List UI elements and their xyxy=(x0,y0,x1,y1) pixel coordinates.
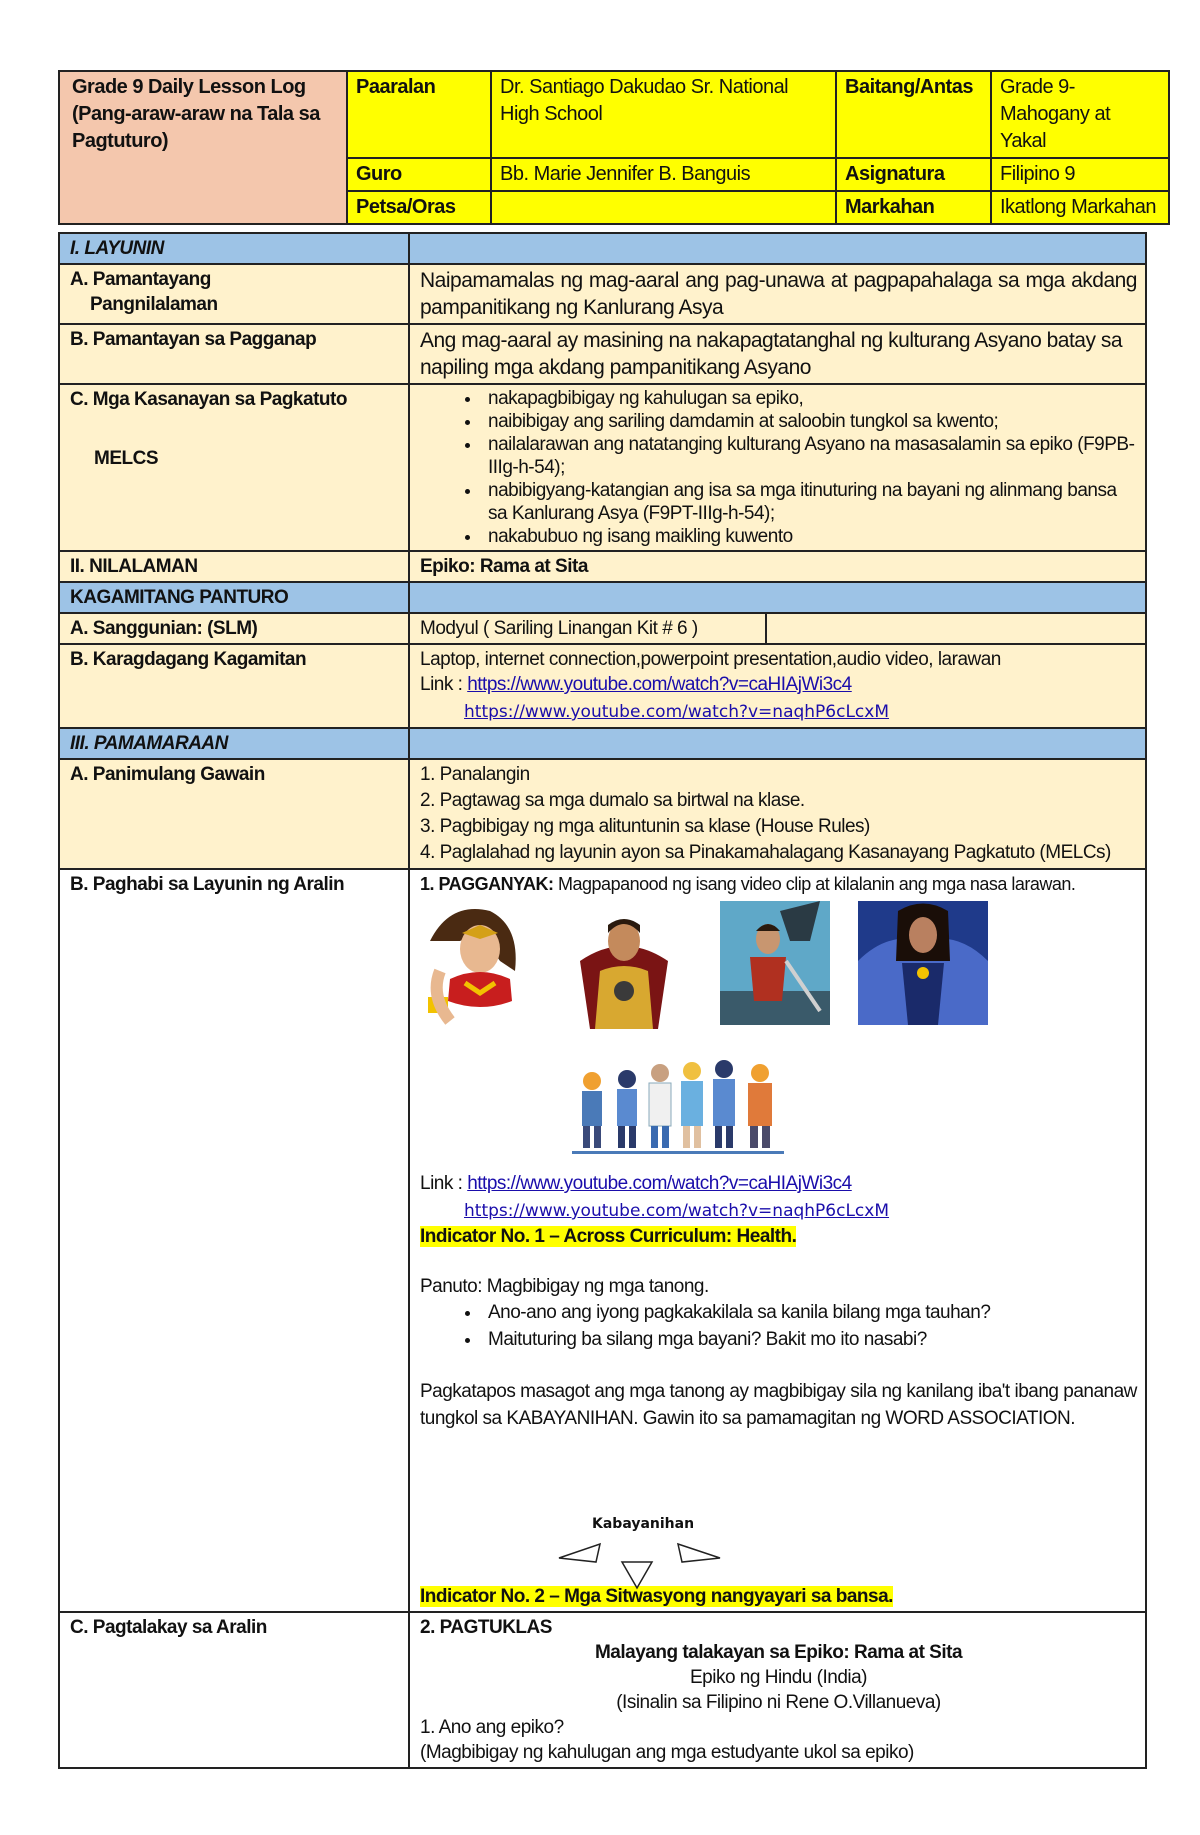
diagram-word: Kabayanihan xyxy=(592,1516,695,1532)
petsa-label: Petsa/Oras xyxy=(347,191,491,224)
pamantayang-pangnilalaman-label: A. Pamantayang Pangnilalaman xyxy=(59,264,409,324)
youtube-link-1[interactable]: https://www.youtube.com/watch?v=caHIAjWi3c4 xyxy=(467,674,852,695)
baitang-value: Grade 9- Mahogany at Yakal xyxy=(991,71,1169,158)
list-item: • Ano-ano ang iyong pagkakakilala sa kanila bilang mga tauhan? xyxy=(482,1299,1137,1326)
captain-barbell-image xyxy=(570,911,678,1029)
document-title: Grade 9 Daily Lesson Log (Pang-araw-araw na Tala sa Pagtuturo) xyxy=(59,71,347,224)
section-pamamaraan: III. PAMAMARAAN xyxy=(59,728,409,759)
list-item: • Maituturing ba silang mga bayani? Bakit mo ito nasabi? xyxy=(482,1326,1137,1353)
word-association-paragraph: Pagkatapos masagot ang mga tanong ay magbibigay sila ng kanilang iba't ibang pananaw tungkol sa KABAYANIHAN. Gawin ito sa pamamagitan ng WORD ASSOCIATION. xyxy=(420,1381,1137,1429)
karagdagang-kagamitan-value: Laptop, internet connection,powerpoint presentation,audio video, larawan Link : https://www.youtube.com/watch?v=caHIAjWi3c4 https://www.youtube.com/watch?v=naqhP6cLcxM xyxy=(409,644,1146,728)
section-kagamitan: KAGAMITANG PANTURO xyxy=(59,582,409,613)
baitang-label: Baitang/Antas xyxy=(836,71,991,158)
list-item: • nakapagbibigay ng kahulugan sa epiko, xyxy=(482,387,1137,410)
youtube-link-2[interactable]: https://www.youtube.com/watch?v=naqhP6cLcxM xyxy=(464,702,890,722)
list-item: • naibibigay ang sariling damdamin at saloobin tungkol sa kwento; xyxy=(482,410,1137,433)
pamantayan-pagganap-label: B. Pamantayan sa Pagganap xyxy=(59,324,409,384)
pagtalakay-label: C. Pagtalakay sa Aralin xyxy=(59,1612,409,1768)
markahan-value: Ikatlong Markahan xyxy=(991,191,1169,224)
paaralan-label: Paaralan xyxy=(347,71,491,158)
guro-value: Bb. Marie Jennifer B. Banguis xyxy=(491,158,836,191)
pamantayan-pagganap-value: Ang mag-aaral ay masining na nakapagtatanghal ng kulturang Asyano batay sa napiling mga akdang pampanitikang Asyano xyxy=(409,324,1146,384)
sanggunian-label: A. Sanggunian: (SLM) xyxy=(59,613,409,644)
panimulang-gawain-label: A. Panimulang Gawain xyxy=(59,759,409,869)
nilalaman-label: II. NILALAMAN xyxy=(59,551,409,582)
list-item: • nakabubuo ng isang maikling kuwento xyxy=(482,525,1137,548)
word-association-diagram xyxy=(420,1432,1137,1562)
kasanayan-label: C. Mga Kasanayan sa Pagkatuto MELCS xyxy=(59,384,409,551)
melcs-label: MELCS xyxy=(94,448,158,469)
nilalaman-value: Epiko: Rama at Sita xyxy=(409,551,1146,582)
hero-images xyxy=(420,901,1137,1029)
hero-warrior-image xyxy=(720,901,830,1025)
epic-translator: (Isinalin sa Filipino ni Rene O.Villanueva) xyxy=(616,1692,941,1713)
paghabi-label: B. Paghabi sa Layunin ng Aralin xyxy=(59,869,409,1612)
paaralan-value: Dr. Santiago Dakudao Sr. National High School xyxy=(491,71,836,158)
pamantayang-pangnilalaman-value: Naipamamalas ng mag-aaral ang pag-unawa at pagpapahalaga sa mga akdang pampanitikang ng Kanlurang Asya xyxy=(409,264,1146,324)
kasanayan-list xyxy=(409,384,1146,551)
epic-title: Malayang talakayan sa Epiko: Rama at Sita xyxy=(594,1642,963,1663)
pagtuklas-heading: 2. PAGTUKLAS xyxy=(420,1617,552,1638)
question-1: 1. Ano ang epiko? xyxy=(420,1717,564,1738)
guro-label: Guro xyxy=(347,158,491,191)
asignatura-label: Asignatura xyxy=(836,158,991,191)
karagdagang-kagamitan-label: B. Karagdagang Kagamitan xyxy=(59,644,409,728)
paghabi-content: 1. PAGGANYAK: Magpapanood ng isang video clip at kilalanin ang mga nasa larawan. Link : https://www.youtube.com/watch?v=caHIAjWi3c4 https://www.youtube.com/watch?v=naqhP6cLcxM Indicator No. 1 – Across Curriculum: Health. Panuto: Magbibigay ng mga tanong. • Ano-ano ang iyong pagkakakilala sa kanila bilang mga tauhan? • Maituturing ba silang mga bayani? Bakit mo ito nasabi? Pagkatapos masagot ang mga tanong ay magbibigay sila ng kanilang iba't ibang pananaw tungkol sa KABAYANIHAN. Gawin ito sa pamamagitan ng WORD ASSOCIATION. Kabayanihan Indicator No. 2 – Mga Sitwasyong nangyayari sa bansa. xyxy=(409,869,1146,1612)
darna-image xyxy=(420,901,530,1029)
heroine-image xyxy=(858,901,988,1025)
video-link-2[interactable]: https://www.youtube.com/watch?v=naqhP6cLcxM xyxy=(464,1201,890,1221)
section-layunin: I. LAYUNIN xyxy=(59,233,409,264)
video-link-1[interactable]: https://www.youtube.com/watch?v=caHIAjWi3c4 xyxy=(467,1173,852,1194)
markahan-label: Markahan xyxy=(836,191,991,224)
list-item: • nabibigyang-katangian ang isa sa mga itinuturing na bayani ng alinmang bansa sa Kanlurang Asya (F9PT-IIIg-h-54); xyxy=(482,479,1137,525)
panuto: Panuto: Magbibigay ng mga tanong. xyxy=(420,1276,709,1297)
asignatura-value: Filipino 9 xyxy=(991,158,1169,191)
frontliners-image xyxy=(572,1051,784,1161)
epic-subtitle: Epiko ng Hindu (India) xyxy=(690,1667,867,1688)
question-1-note: (Magbibigay ng kahulugan ang mga estudyante ukol sa epiko) xyxy=(420,1742,914,1763)
frontliners-image-wrap xyxy=(420,1051,1137,1161)
pagtalakay-content xyxy=(409,1612,1146,1768)
sanggunian-value: Modyul ( Sariling Linangan Kit # 6 ) xyxy=(410,614,767,643)
list-item: • nailalarawan ang natatanging kulturang Asyano na masasalamin sa epiko (F9PB-IIIg-h-54); xyxy=(482,433,1137,479)
lesson-plan-table xyxy=(58,232,1147,1769)
indicator-2: Indicator No. 2 – Mga Sitwasyong nangyayari sa bansa. xyxy=(420,1586,893,1607)
panimulang-gawain-list: 1. Panalangin 2. Pagtawag sa mga dumalo sa birtwal na klase. 3. Pagbibigay ng mga alituntunin sa klase (House Rules) 4. Paglalahad ng layunin ayon sa Pinakamahalagang Kasanayang Pagkatuto (MELCs) xyxy=(409,759,1146,869)
lesson-log-header xyxy=(58,70,1170,225)
petsa-value xyxy=(491,191,836,224)
arrow-diagram-icon xyxy=(556,1530,726,1590)
indicator-1: Indicator No. 1 – Across Curriculum: Health. xyxy=(420,1226,797,1247)
